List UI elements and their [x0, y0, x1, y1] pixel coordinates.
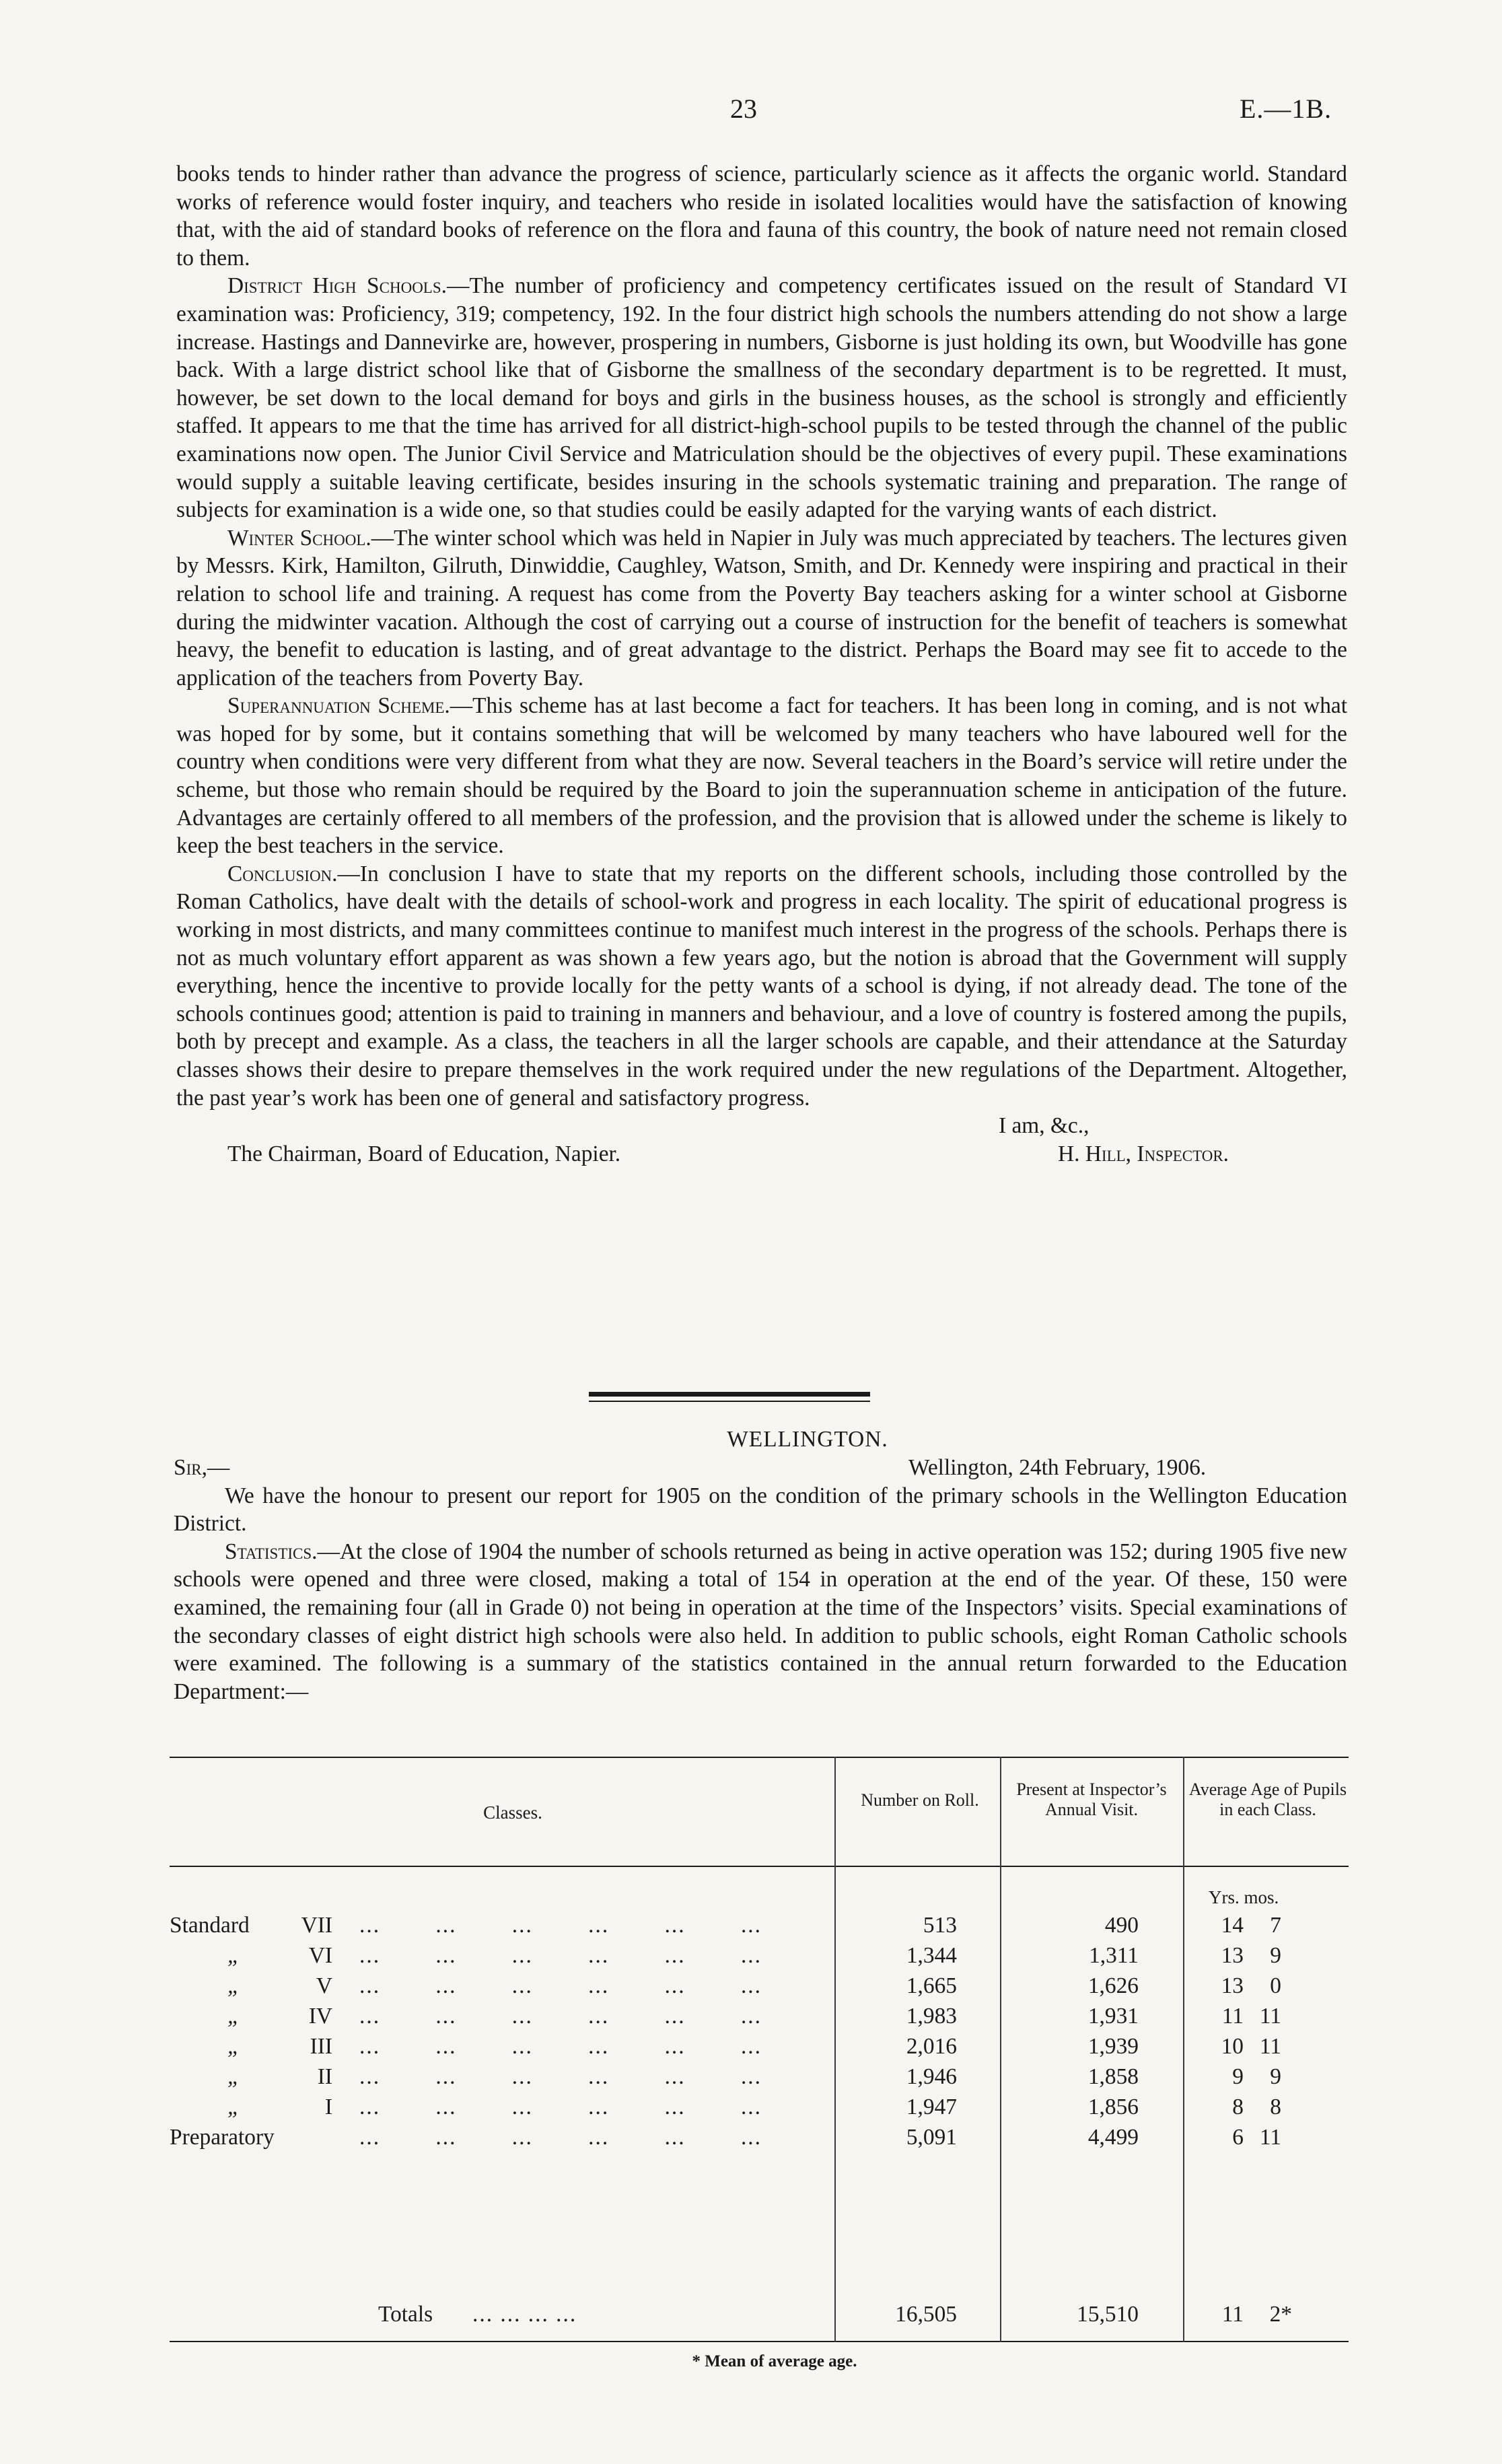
page-number: 23 [730, 94, 757, 124]
row-age-years: 10 [1221, 2034, 1244, 2059]
row-class: VII [301, 1913, 332, 1938]
wellington-title: WELLINGTON. [727, 1427, 888, 1452]
paragraph-intro: We have the honour to present our report for 1905 on the condition of the primary schools in the Wellington Education District. [174, 1483, 1347, 1537]
salutation-row [174, 1454, 1347, 1482]
header-present: Present at Inspector’s Annual Visit. [1016, 1780, 1167, 1819]
paragraph-district-high-schools [176, 272, 1347, 524]
row-prefix: Preparatory [170, 2125, 275, 2150]
row-roll: 5,091 [906, 2125, 957, 2150]
closing-chairman: The Chairman, Board of Education, Napier. [227, 1141, 621, 1167]
salutation: Sir,— [174, 1454, 230, 1480]
row-age-months: 8 [1270, 2095, 1281, 2119]
row-roll: 1,947 [906, 2095, 957, 2119]
row-roll: 1,344 [906, 1943, 957, 1968]
paragraph-conclusion [176, 860, 1347, 1112]
row-age-years: 11 [1221, 2004, 1244, 2029]
row-prefix: Standard [170, 1913, 250, 1938]
table-column-divider [1183, 1757, 1184, 2342]
row-age-years: 14 [1221, 1913, 1244, 1938]
row-roll: 1,665 [906, 1973, 957, 1998]
table-footnote: * Mean of average age. [692, 2352, 857, 2370]
text-superannuation: —This scheme has at last become a fact for teachers. It has been long in coming, and is not what was hoped for by some, but it contains something that will be welcomed by many teachers who have laboured well for the country when conditions were very different from what they are now. Several teachers in the Board’s service will retire under the scheme, but those who remain should be required by the Board to join the superannuation scheme in anticipation of the future. Advantages are certainly offered to all members of the profession, and the provision that is allowed under the scheme is likely to keep the best teachers in the service. [176, 693, 1347, 859]
row-class: IV [308, 2004, 332, 2029]
paragraph-books: books tends to hinder rather than advance the progress of science, particularly science as it affects the organic world. Standard works of reference would foster inquiry, and teachers who reside in isolated localities would have the satisfaction of knowing that, with the aid of standard books of reference on the flora and fauna of this country, the book of nature need not remain closed to them. [176, 162, 1347, 271]
row-class: II [317, 2064, 332, 2089]
row-leader: ... ... ... ... ... ... [359, 2095, 762, 2119]
row-age-years: 13 [1221, 1943, 1244, 1968]
header-average-age: Average Age of Pupils in each Class. [1188, 1780, 1347, 1819]
row-present: 1,939 [1087, 2034, 1139, 2059]
row-present: 1,856 [1087, 2095, 1139, 2119]
text-statistics: —At the close of 1904 the number of schools returned as being in active operation was 152; during 1905 five new schools were opened and three were closed, making a total of 154 in operation at the end of the year. Of these, 150 were examined, the remaining four (all in Grade 0) not being in operation at the time of the Inspectors’ visits. Special examinations of the secondary classes of eight district high schools were also held. In addition to public schools, eight Roman Catholic schools were examined. The following is a summary of the statistics contained in the annual return forwarded to the Education Department:— [174, 1539, 1347, 1704]
row-roll: 513 [923, 1913, 957, 1938]
row-age-months: 0 [1270, 1973, 1281, 1998]
row-class: V [316, 1973, 332, 1998]
row-present: 1,311 [1089, 1943, 1139, 1968]
report-date: Wellington, 24th February, 1906. [908, 1454, 1207, 1480]
row-leader: ... ... ... ... ... ... [359, 1973, 762, 1998]
heading-conclusion: Conclusion. [227, 861, 338, 886]
row-class: VI [308, 1943, 332, 1968]
age-units-label: Yrs. mos. [1209, 1887, 1279, 1907]
closing-i-am: I am, &c., [999, 1113, 1089, 1139]
row-age-years: 9 [1232, 2064, 1244, 2089]
row-prefix: „ [227, 2004, 240, 2029]
header-number-on-roll: Number on Roll. [861, 1790, 979, 1810]
totals-roll: 16,505 [895, 2302, 957, 2327]
row-roll: 1,983 [906, 2004, 957, 2029]
heading-statistics: Statistics. [225, 1539, 318, 1564]
row-prefix: „ [227, 1943, 240, 1968]
row-age-months: 11 [1259, 2004, 1281, 2029]
napier-report-body [176, 160, 1347, 1168]
row-class: III [310, 2034, 332, 2059]
text-winter-school: —The winter school which was held in Napier in July was much appreciated by teachers. The lectures given by Messrs. Kirk, Hamilton, Gilruth, Dinwiddie, Caughley, Watson, Smith, and Dr. Kennedy were inspiring and practical in their relation to school life and training. A request has come from the Poverty Bay teachers asking for a winter school at Gisborne during the midwinter vacation. Although the cost of carrying out a course of instruction for the benefit of teachers is somewhat heavy, the benefit to education is lasting, and of great advantage to the district. Perhaps the Board may see fit to accede to the application of the teachers from Poverty Bay. [176, 525, 1347, 691]
row-leader: ... ... ... ... ... ... [359, 2034, 762, 2059]
heading-district-high-schools: District High Schools. [227, 273, 447, 299]
section-divider [589, 1392, 870, 1402]
row-roll: 2,016 [906, 2034, 957, 2059]
row-age-months: 11 [1259, 2034, 1281, 2059]
row-prefix: „ [227, 2034, 240, 2059]
row-leader: ... ... ... ... ... ... [359, 2064, 762, 2089]
header-classes: Classes. [483, 1802, 542, 1823]
row-prefix: „ [227, 2064, 240, 2089]
row-present: 1,858 [1087, 2064, 1139, 2089]
closing-signature: H. Hill, Inspector. [1058, 1141, 1229, 1167]
row-age-months: 9 [1270, 2064, 1281, 2089]
paragraph-statistics [174, 1538, 1347, 1706]
row-age-months: 11 [1259, 2125, 1281, 2150]
wellington-report [174, 1425, 1347, 1705]
text-conclusion: —In conclusion I have to state that my reports on the different schools, including those controlled by the Roman Catholics, have dealt with the details of school-work and progress in each locality. The spirit of educational progress is working in most districts, and many committees continue to manifest much interest in the progress of the schools. Perhaps there is not as much voluntary effort apparent as was shown a few years ago, but the notion is abroad that the Government will supply everything, hence the incentive to provide locally for the petty wants of a school is dying, if not already dead. The tone of the schools continues good; attention is paid to training in manners and behaviour, and a love of country is fostered among the pupils, both by precept and example. As a class, the teachers in all the larger schools are capable, and their attendance at the Saturday classes shows their desire to prepare themselves in the work required under the new regulations of the Department. Altogether, the past year’s work has been one of general and satisfactory progress. [176, 861, 1347, 1111]
totals-leader: ... ... ... ... [472, 2302, 577, 2327]
row-roll: 1,946 [906, 2064, 957, 2089]
row-leader: ... ... ... ... ... ... [359, 1913, 762, 1938]
row-age-months: 7 [1270, 1913, 1281, 1938]
text-district-high-schools: —The number of proficiency and competency certificates issued on the result of Standard VI examination was: Proficiency, 319; competency, 192. In the four district high schools the numbers attending do not show a large increase. Hastings and Dannevirke are, however, prospering in numbers, Gisborne is just holding its own, but Woodville has gone back. With a large district school like that of Gisborne the smallness of the secondary department is to be regretted. It must, however, be set down to the local demand for boys and girls in the business houses, as the school is strongly and efficiently staffed. It appears to me that the time has arrived for all district-high-school pupils to be tested through the channel of the public examinations now open. The Junior Civil Service and Matriculation should be the objectives of every pupil. These examinations would supply a suitable leaving certificate, besides insuring in the schools systematic training and preparation. The range of subjects for examination is a wide one, so that studies could be easily adapted for the varying wants of each district. [176, 273, 1347, 523]
heading-winter-school: Winter School. [227, 525, 371, 551]
row-prefix: „ [227, 1973, 240, 1998]
row-leader: ... ... ... ... ... ... [359, 1943, 762, 1968]
row-age-months: 9 [1270, 1943, 1281, 1968]
table-bottom-rule [170, 2341, 1349, 2342]
row-class: I [324, 2095, 332, 2119]
row-age-years: 6 [1232, 2125, 1244, 2150]
statistics-table [170, 1757, 1349, 2344]
row-age-years: 13 [1221, 1973, 1244, 1998]
row-present: 4,499 [1087, 2125, 1139, 2150]
row-age-years: 8 [1232, 2095, 1244, 2119]
row-present: 490 [1104, 1913, 1139, 1938]
page-header [0, 93, 1502, 133]
row-present: 1,626 [1087, 1973, 1139, 1998]
row-leader: ... ... ... ... ... ... [359, 2125, 762, 2150]
totals-label: Totals [378, 2302, 433, 2327]
table-header-rule [170, 1866, 1349, 1867]
paragraph-winter-school [176, 524, 1347, 693]
closing-block [176, 1112, 1347, 1168]
row-leader: ... ... ... ... ... ... [359, 2004, 762, 2029]
row-present: 1,931 [1087, 2004, 1139, 2029]
document-code: E.—1B. [1240, 94, 1332, 124]
totals-age-months: 2* [1269, 2302, 1292, 2327]
table-column-divider [834, 1757, 836, 2342]
row-prefix: „ [227, 2095, 240, 2119]
totals-present: 15,510 [1077, 2302, 1139, 2327]
totals-age-years: 11 [1221, 2302, 1244, 2327]
table-column-divider [1000, 1757, 1001, 2342]
table-top-rule [170, 1757, 1349, 1758]
heading-superannuation: Superannuation Scheme. [227, 693, 450, 719]
paragraph-superannuation [176, 692, 1347, 860]
